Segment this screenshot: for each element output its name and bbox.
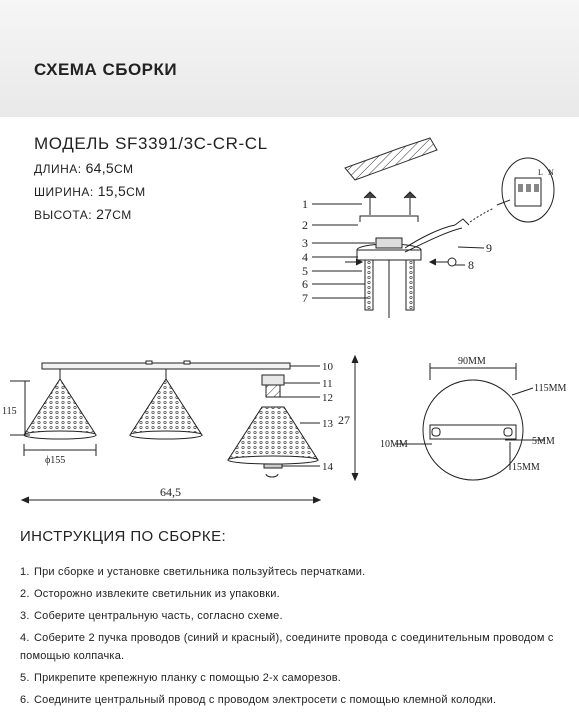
instruction-step <box>20 585 579 603</box>
plate-diameter-label: 115MM <box>534 383 567 394</box>
callout-2: 2 <box>302 218 308 232</box>
step-text: При сборке и установке светильника пользуйтесь перчатками. <box>34 566 366 578</box>
spec-width <box>34 183 146 199</box>
terminal-letter-l: L <box>538 168 543 177</box>
spec-value: 64,5 <box>85 160 115 176</box>
callout-8: 8 <box>468 258 474 272</box>
rod-right <box>406 260 414 310</box>
callout-3: 3 <box>302 236 308 250</box>
instructions-list <box>20 563 579 713</box>
step-number: 1. <box>20 566 30 578</box>
step-number: 3. <box>20 610 30 622</box>
instruction-step <box>20 629 579 665</box>
shade-3-rim <box>228 456 318 464</box>
spec-unit: СМ <box>126 185 146 199</box>
side-view <box>10 356 358 503</box>
assembly-diagram <box>312 138 554 318</box>
shade-height-label: 115 <box>2 406 17 417</box>
callout-5: 5 <box>302 264 308 278</box>
spec-height <box>34 206 132 222</box>
spec-label: ВЫСОТА: <box>34 208 93 222</box>
callout-12: 12 <box>322 392 333 404</box>
shade-1 <box>24 369 96 435</box>
step-text: Соедините центральный провод с проводом электросети с помощью клемной колодки. <box>34 694 497 706</box>
callout-13: 13 <box>322 418 333 430</box>
step-number: 4. <box>20 632 30 644</box>
wire-cap <box>455 219 469 225</box>
model-line <box>34 134 268 154</box>
wire-2 <box>405 228 462 252</box>
terminal-block <box>376 238 402 248</box>
step-text: Осторожно извлеките светильник из упаковки. <box>34 588 280 600</box>
total-height-label: 27 <box>338 413 350 427</box>
plate-bottom-label: 15MM <box>512 462 540 473</box>
spec-value: 27 <box>96 206 113 222</box>
shade-2 <box>130 369 202 435</box>
callout-14: 14 <box>322 461 333 473</box>
step-number: 5. <box>20 672 30 684</box>
shade-2-rim <box>130 431 202 439</box>
screw-left <box>364 192 376 215</box>
lamp-thread <box>266 385 280 397</box>
spec-unit: СМ <box>114 162 134 176</box>
plate-width-label: 90MM <box>458 356 486 367</box>
slot-right <box>504 428 512 436</box>
instruction-step <box>20 607 579 625</box>
screw-right <box>404 192 416 215</box>
callout-11: 11 <box>322 378 333 390</box>
slot-left <box>432 428 440 436</box>
shade-1-rim <box>24 431 96 439</box>
wire-3 <box>470 208 494 222</box>
callout-6: 6 <box>302 277 308 291</box>
plate-slot-label: 5MM <box>532 436 555 447</box>
side-view-labels <box>2 361 350 499</box>
spec-unit: СМ <box>112 208 132 222</box>
header-band <box>0 0 579 117</box>
instruction-step <box>20 563 579 581</box>
mounting-bracket <box>360 216 418 222</box>
canopy-top <box>357 244 421 256</box>
canopy-body <box>357 250 421 260</box>
lamp-socket <box>262 375 284 385</box>
ceiling-hatch <box>345 138 437 180</box>
spec-value: 15,5 <box>97 183 127 199</box>
rotate-arrow <box>266 474 278 477</box>
plate-bracket <box>430 425 516 439</box>
rod-left <box>365 260 373 310</box>
shade-3-nut <box>264 464 282 468</box>
assembly-callouts <box>302 168 554 305</box>
terminal-letter-n: N <box>548 168 554 177</box>
step-number: 6. <box>20 694 30 706</box>
callout-1: 1 <box>302 197 308 211</box>
plate-view <box>395 363 545 480</box>
step-text: Прикрепите крепежную планку с помощью 2-х саморезов. <box>34 672 342 684</box>
terminal-detail-box <box>515 178 541 206</box>
instructions-title: ИНСТРУКЦИЯ ПО СБОРКЕ: <box>20 528 227 545</box>
model-code: SF3391/3C-CR-CL <box>115 134 268 153</box>
spec-label: ШИРИНА: <box>34 185 94 199</box>
instruction-step <box>20 669 579 687</box>
shade-3 <box>228 407 318 460</box>
plate-circle <box>423 380 523 480</box>
bar <box>42 363 290 369</box>
spec-length <box>34 160 134 176</box>
step-text: Соберите центральную часть, согласно схеме. <box>34 610 283 622</box>
step-number: 2. <box>20 588 30 600</box>
wire-1 <box>405 225 455 248</box>
spec-label: ДЛИНА: <box>34 162 82 176</box>
plate-view-labels <box>380 356 567 473</box>
model-label: МОДЕЛЬ <box>34 134 110 153</box>
callout-4: 4 <box>302 250 308 264</box>
total-length-label: 64,5 <box>160 485 181 499</box>
callout-9: 9 <box>486 241 492 255</box>
instruction-step <box>20 691 579 709</box>
page-title: СХЕМА СБОРКИ <box>34 60 178 79</box>
terminal-detail-circle <box>502 158 554 222</box>
callout-10: 10 <box>322 361 333 373</box>
shade-diameter-label: ϕ155 <box>45 455 66 466</box>
step-text: Соберите 2 пучка проводов (синий и красный), соедините провода с соединительным проводом с помощью колпачка. <box>20 632 554 662</box>
plate-left-offset-label: 10MM <box>380 439 408 450</box>
callout-7: 7 <box>302 291 308 305</box>
screw-head-right <box>448 258 456 266</box>
